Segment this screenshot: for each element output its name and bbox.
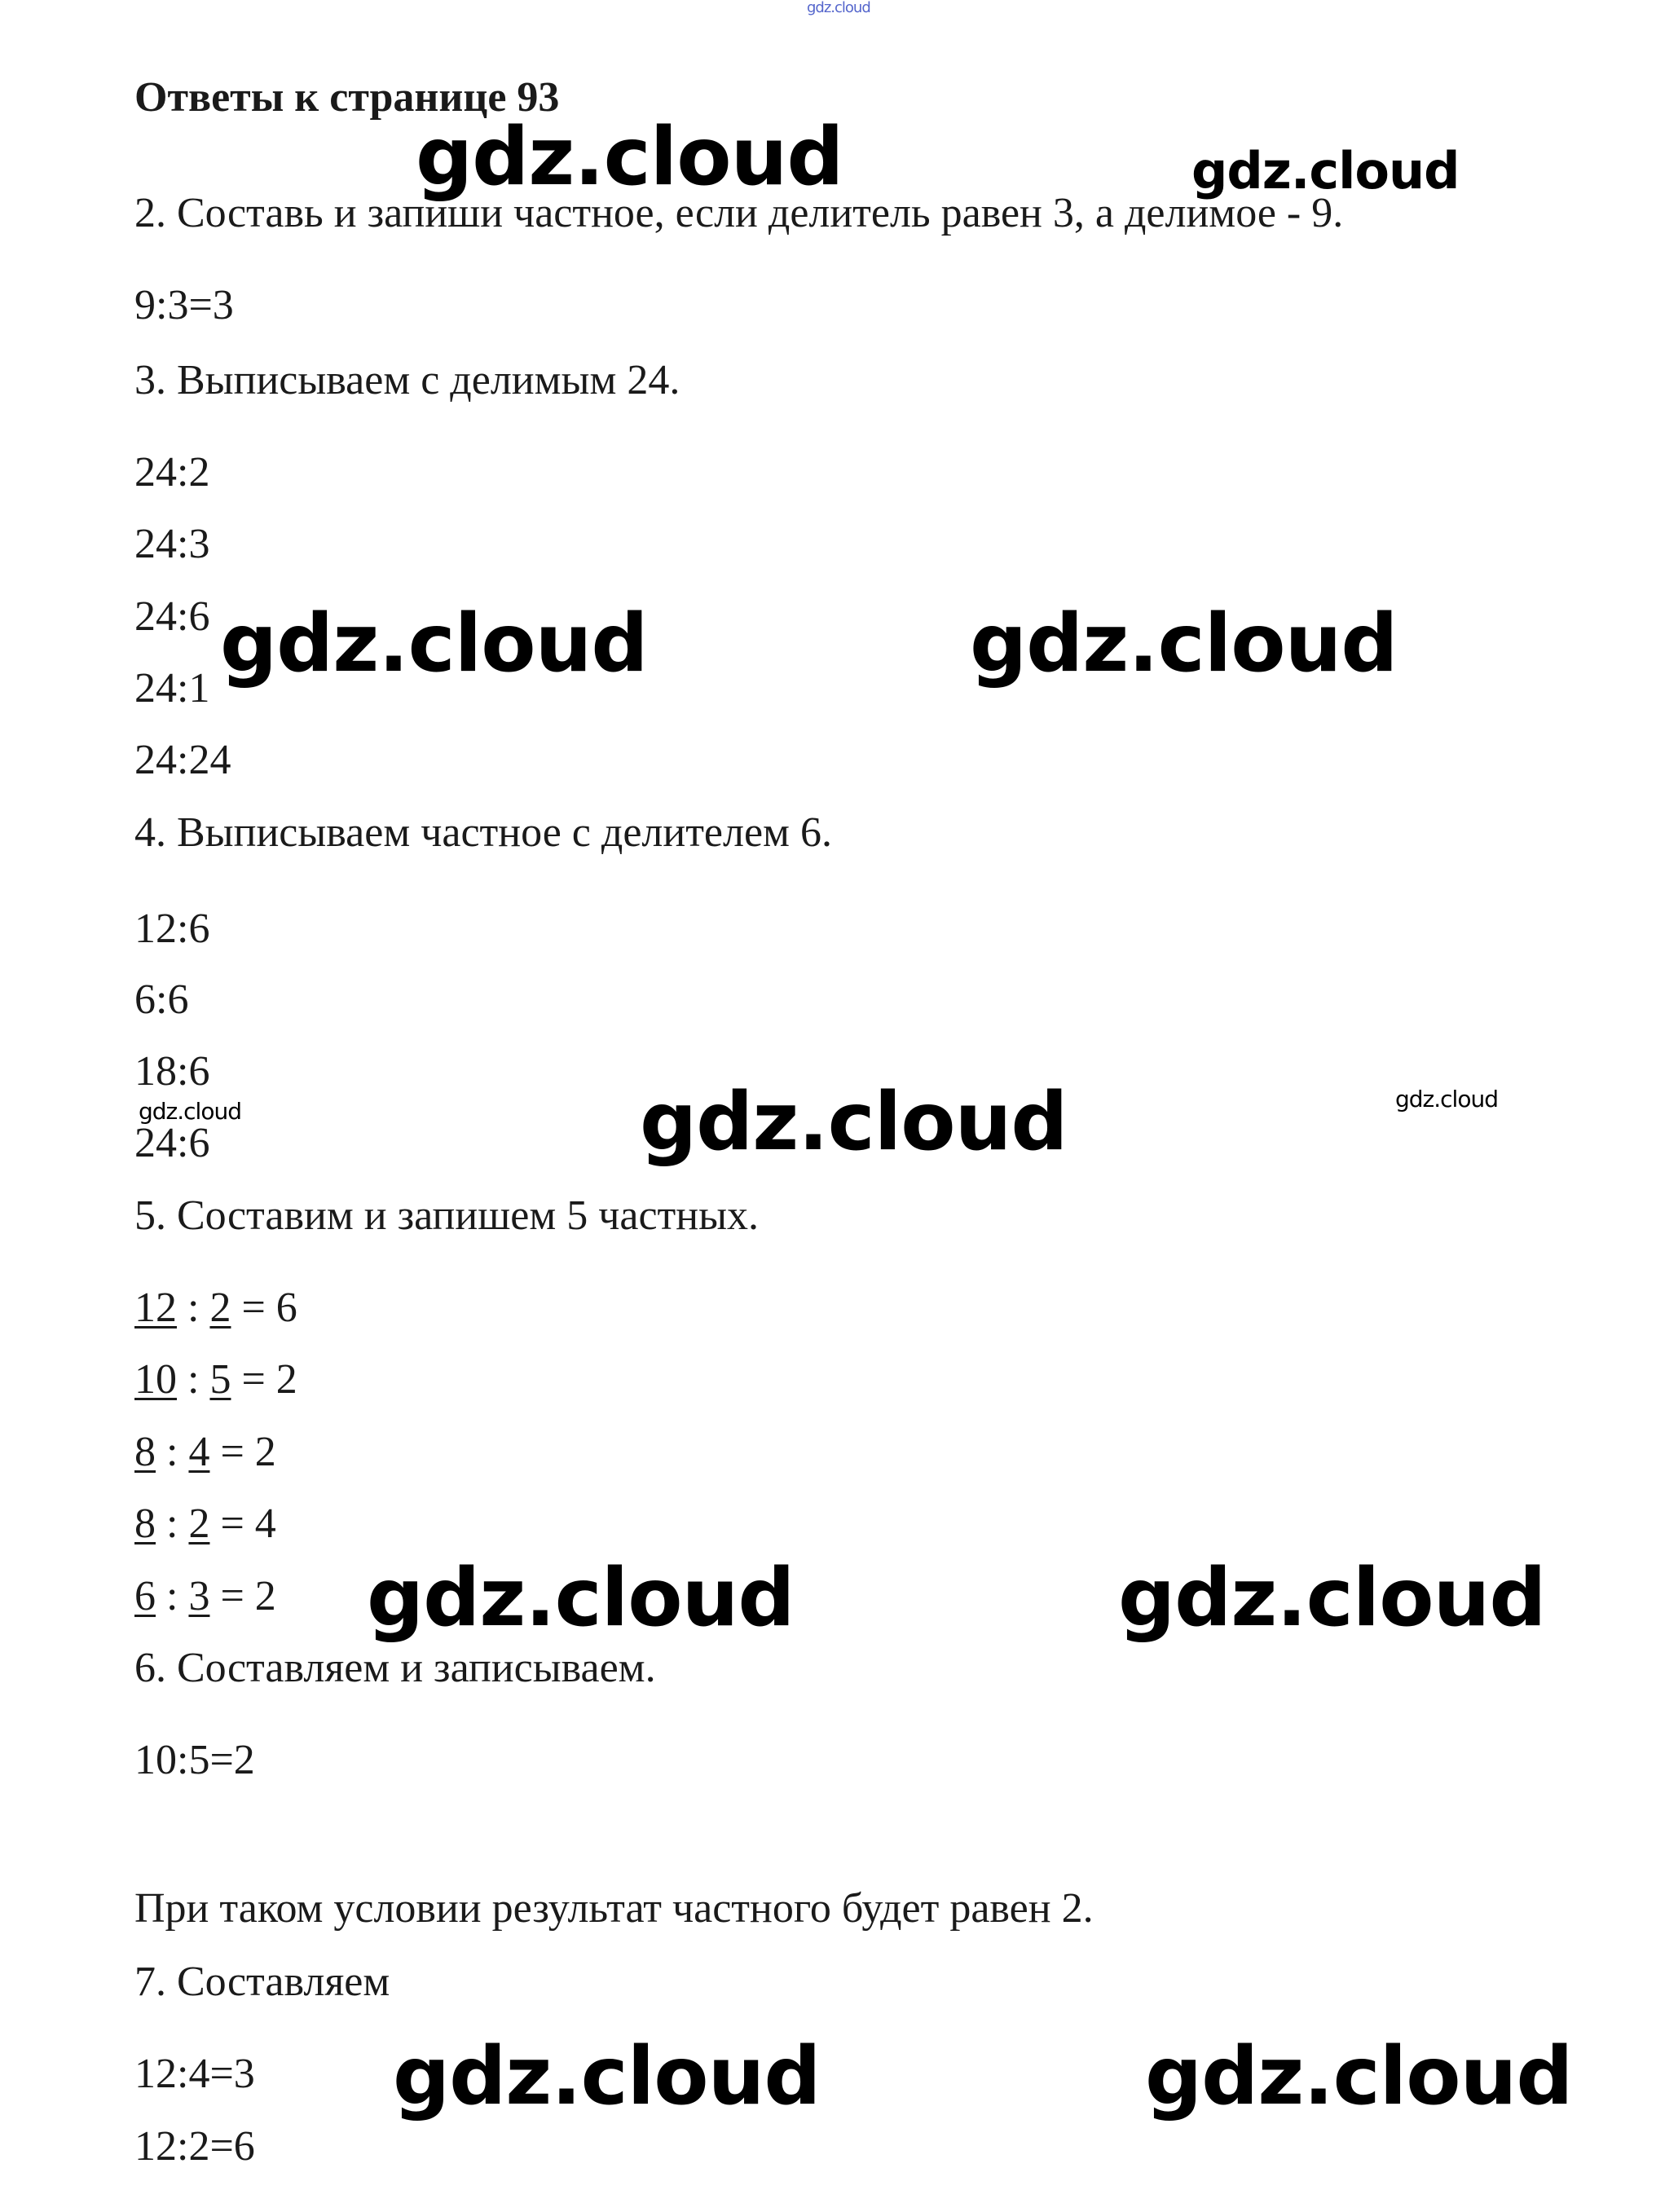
task-4-heading: 4. Выписываем частное с делителем 6. xyxy=(134,809,832,856)
divisor: 2 xyxy=(209,1284,231,1331)
task-4-item: 12:6 xyxy=(134,906,210,952)
task-6-heading: 6. Составляем и записываем. xyxy=(134,1645,656,1691)
dividend: 8 xyxy=(134,1500,156,1547)
task-2-heading: 2. Составь и запиши частное, если делитель равен 3, а делимое - 9. xyxy=(134,190,1344,236)
watermark: gdz.cloud xyxy=(393,2030,821,2123)
division-sign: : xyxy=(156,1429,189,1475)
watermark: gdz.cloud xyxy=(1118,1552,1546,1645)
watermark: gdz.cloud xyxy=(1145,2030,1573,2123)
result: = 2 xyxy=(209,1573,276,1619)
task-5-heading: 5. Составим и запишем 5 частных. xyxy=(134,1192,760,1239)
result: = 4 xyxy=(209,1500,276,1547)
quotient-row xyxy=(134,1500,276,1549)
watermark: gdz.cloud xyxy=(220,597,648,690)
task-7-item: 12:4=3 xyxy=(134,2051,255,2097)
division-sign: : xyxy=(156,1573,189,1619)
task-3-item: 24:1 xyxy=(134,665,210,712)
watermark: gdz.cloud xyxy=(1191,141,1460,200)
dividend: 8 xyxy=(134,1429,156,1475)
task-4-item: 24:6 xyxy=(134,1120,210,1166)
quotient-row xyxy=(134,1572,276,1621)
quotient-row xyxy=(134,1355,297,1404)
result: = 2 xyxy=(209,1429,276,1475)
watermark-top: gdz.cloud xyxy=(807,0,870,16)
watermark: gdz.cloud xyxy=(640,1076,1068,1169)
task-3-item: 24:3 xyxy=(134,521,210,567)
task-3-heading: 3. Выписываем с делимым 24. xyxy=(134,357,680,403)
divisor: 3 xyxy=(188,1573,210,1619)
task-4-item: 6:6 xyxy=(134,976,189,1023)
watermark: gdz.cloud xyxy=(1395,1086,1498,1113)
quotient-row xyxy=(134,1284,297,1333)
task-6-conclusion: При таком условии результат частного будет равен 2. xyxy=(134,1885,1094,1932)
page-title: Ответы к странице 93 xyxy=(134,74,560,121)
task-6-answer: 10:5=2 xyxy=(134,1737,255,1783)
divisor: 4 xyxy=(188,1429,210,1475)
watermark: gdz.cloud xyxy=(367,1552,795,1645)
watermark: gdz.cloud xyxy=(139,1098,241,1125)
dividend: 10 xyxy=(134,1356,177,1403)
quotient-row xyxy=(134,1428,276,1477)
watermark: gdz.cloud xyxy=(416,111,843,204)
task-7-heading: 7. Составляем xyxy=(134,1959,390,2005)
task-3-item: 24:6 xyxy=(134,593,210,640)
divisor: 2 xyxy=(188,1500,210,1547)
task-3-item: 24:24 xyxy=(134,737,231,783)
task-4-item: 18:6 xyxy=(134,1048,210,1095)
task-7-item: 12:2=6 xyxy=(134,2123,255,2170)
divisor: 5 xyxy=(209,1356,231,1403)
result: = 6 xyxy=(231,1284,297,1331)
division-sign: : xyxy=(177,1356,210,1403)
division-sign: : xyxy=(156,1500,189,1547)
division-sign: : xyxy=(177,1284,210,1331)
task-3-item: 24:2 xyxy=(134,449,210,496)
watermark: gdz.cloud xyxy=(970,597,1398,690)
dividend: 12 xyxy=(134,1284,177,1331)
task-2-answer: 9:3=3 xyxy=(134,282,234,328)
result: = 2 xyxy=(231,1356,297,1403)
dividend: 6 xyxy=(134,1573,156,1619)
